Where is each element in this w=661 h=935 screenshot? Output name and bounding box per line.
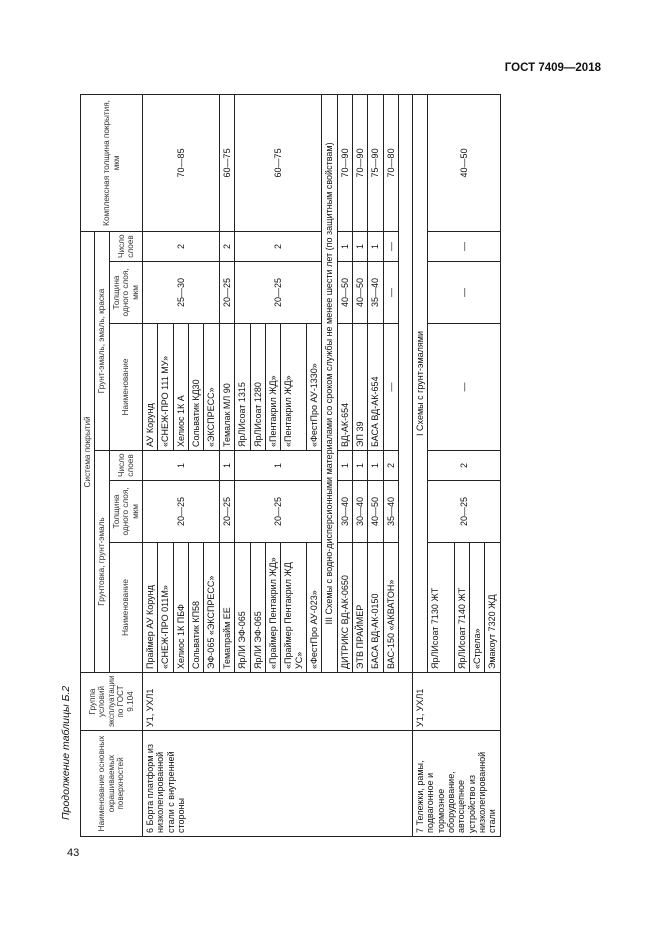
enamel-layers: — [383, 231, 398, 261]
primer-name: ВАС-150 «АКВАТОН» [383, 543, 398, 673]
enamel-name: «СНЕЖ-ПРО 111 МУ» [158, 324, 173, 451]
enamel-layers: 1 [368, 231, 383, 261]
enamel-thickness: 40—50 [337, 262, 352, 324]
primer-name: ЭТВ ПРАЙМЕР [352, 543, 367, 673]
primer-name: ЯрЛИсоат 7130 ЖТ [428, 543, 454, 673]
primer-thickness: 40—50 [368, 481, 383, 543]
primer-name: «ФестПро АУ-023» [306, 543, 321, 673]
enamel-name: Хелиос 1К А [173, 324, 188, 451]
section-title: III Схемы с водно-дисперсионными материалами со сроком службы не менее шести лет (по защитным свойствам) [322, 94, 337, 672]
enamel-layers: 2 [219, 231, 234, 261]
enamel-layers: 2 [143, 231, 220, 261]
header-group: Группа условий эксплуатации по ГОСТ 9.104 [81, 673, 143, 731]
primer-layers: 1 [143, 451, 220, 481]
enamel-name: «ЭКСПРЕСС» [204, 324, 219, 451]
total-thickness: 70—85 [143, 94, 220, 231]
enamel-thickness: 20—25 [219, 262, 234, 324]
table-caption: Продолжение таблицы Б.2 [60, 685, 72, 820]
enamel-thickness: 40—50 [352, 262, 367, 324]
enamel-name: Темалак МЛ 90 [219, 324, 234, 451]
enamel-name: «Пентакрил ЖД» [265, 324, 280, 451]
primer-name: ДИТРИКС ВД-АК-0650 [337, 543, 352, 673]
enamel-layers: — [428, 231, 500, 261]
section-row [412, 94, 427, 836]
header-enamel: Грунт-эмаль, эмаль, краска [95, 231, 109, 450]
enamel-thickness: 25—30 [143, 262, 220, 324]
enamel-name: ЯрЛИсоат 1280 [250, 324, 265, 451]
enamel-thickness: 20—25 [235, 262, 322, 324]
page-number: 43 [67, 847, 80, 859]
enamel-name: — [428, 324, 500, 451]
primer-name: ЯрЛИ ЭФ-065 [250, 543, 265, 673]
primer-thickness: 20—25 [143, 481, 220, 543]
enamel-name: ЭП 39 [352, 324, 367, 451]
primer-name: «СНЕЖ-ПРО 011М» [158, 543, 173, 673]
primer-name: Эмакоут 7320 ЖД [485, 543, 500, 673]
total-thickness: 75—90 [368, 94, 383, 231]
primer-thickness: 20—25 [428, 481, 500, 543]
primer-layers: 2 [383, 451, 398, 481]
header-enamel-thickness: Толщина одного слоя, мкм [109, 262, 142, 324]
rotated-table-container [80, 95, 600, 837]
enamel-thickness: 35—40 [368, 262, 383, 324]
spacer-cell [398, 94, 412, 672]
header-primer-name: Наименование [109, 543, 142, 673]
primer-layers: 2 [428, 451, 500, 481]
header-system: Система покрытий [81, 231, 95, 672]
primer-layers: 1 [219, 451, 234, 481]
enamel-name: Сольватик КД30 [189, 324, 204, 451]
header-enamel-layers: Число слоев [109, 231, 142, 261]
header-primer-thickness: Толщина одного слоя, мкм [109, 481, 142, 543]
header-surface: Наименование основных окрашиваемых поверхностей [81, 731, 143, 837]
total-thickness: 70—80 [383, 94, 398, 231]
section-title: I Схемы с грунт-эмалями [412, 94, 427, 672]
primer-name: Темапрайм ЕЕ [219, 543, 234, 673]
primer-layers: 1 [352, 451, 367, 481]
surface-cell: 7 Тележки, рамы, подвагонное и тормозное оборудование, автосцепное устройство из низколегированной стали [412, 731, 500, 837]
primer-name: Сольватик КП58 [189, 543, 204, 673]
primer-name: ЭФ-065 «ЭКСПРЕСС» [204, 543, 219, 673]
primer-name: «Стрела» [470, 543, 485, 673]
header-total: Комплексная толщина покрытия, мкм [81, 94, 143, 231]
primer-thickness: 35—40 [383, 481, 398, 543]
primer-thickness: 30—40 [337, 481, 352, 543]
total-thickness: 40—50 [428, 94, 500, 231]
total-thickness: 70—90 [352, 94, 367, 231]
enamel-thickness: — [383, 262, 398, 324]
primer-layers: 1 [235, 451, 322, 481]
primer-thickness: 30—40 [352, 481, 367, 543]
enamel-name: ВД-АК-654 [337, 324, 352, 451]
total-thickness: 70—90 [337, 94, 352, 231]
enamel-name: ЯрЛИсоат 1315 [235, 324, 250, 451]
table-row [143, 94, 158, 836]
header-enamel-name: Наименование [109, 324, 142, 451]
primer-name: «Праймер Пентакрил ЖД УС» [281, 543, 307, 673]
enamel-layers: 2 [235, 231, 322, 261]
header-primer: Грунтовка, грунт-эмаль [95, 451, 109, 673]
primer-name: Хелиос 1К ПБФ [173, 543, 188, 673]
enamel-layers: 1 [352, 231, 367, 261]
total-thickness: 60—75 [219, 94, 234, 231]
enamel-name: БАСА ВД-АК-654 [368, 324, 383, 451]
primer-name: ЯрЛИсоат 7140 ЖТ [454, 543, 469, 673]
standard-code: ГОСТ 7409—2018 [504, 62, 601, 74]
coating-systems-table [80, 94, 501, 837]
group-cell: У1, УХЛ1 [412, 673, 500, 731]
enamel-name: — [383, 324, 398, 451]
header-primer-layers: Число слоев [109, 451, 142, 481]
primer-layers: 1 [368, 451, 383, 481]
surface-cell: 6 Борта платформ из низколегированной стали с внутренней стороны [143, 731, 413, 837]
enamel-name: «ФестПро АУ-1330» [306, 324, 321, 451]
enamel-name: «Пентакрил ЖД» [281, 324, 307, 451]
primer-name: БАСА ВД-АК-0150 [368, 543, 383, 673]
primer-name: Праймер АУ Корунд [143, 543, 158, 673]
enamel-layers: 1 [337, 231, 352, 261]
enamel-thickness: — [428, 262, 500, 324]
enamel-name: АУ Корунд [143, 324, 158, 451]
primer-name: ЯрЛИ ЭФ-065 [235, 543, 250, 673]
total-thickness: 60—75 [235, 94, 322, 231]
group-cell: У1, УХЛ1 [143, 673, 413, 731]
primer-thickness: 20—25 [219, 481, 234, 543]
primer-name: «Праймер Пентакрил ЖД» [265, 543, 280, 673]
primer-layers: 1 [337, 451, 352, 481]
primer-thickness: 20—25 [235, 481, 322, 543]
